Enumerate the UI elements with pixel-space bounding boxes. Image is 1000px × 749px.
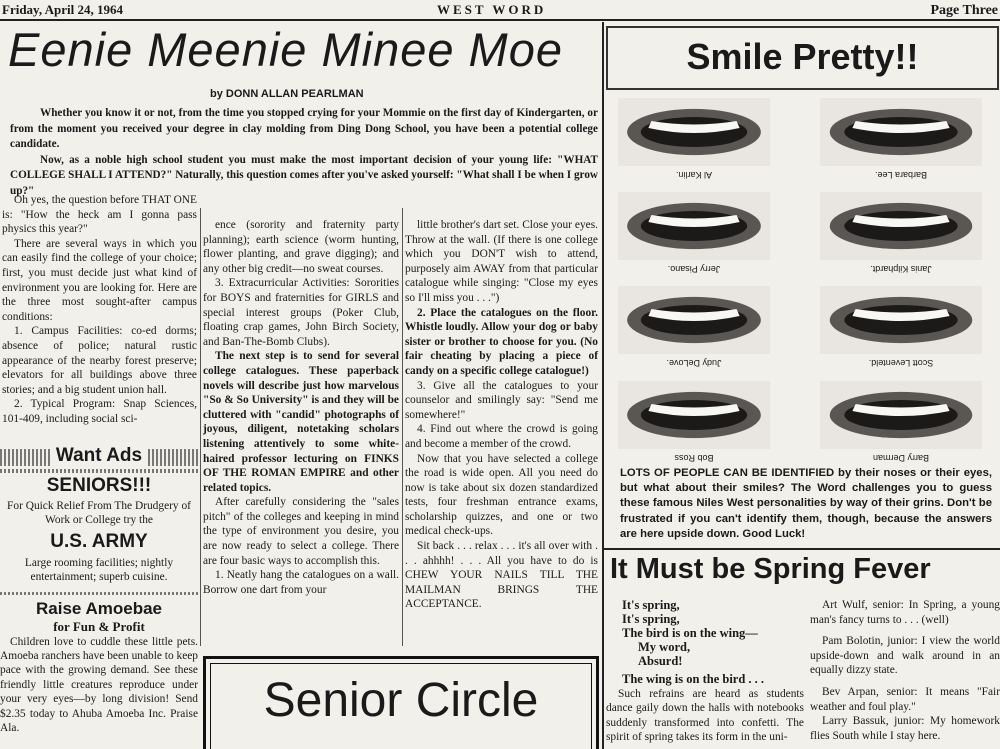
poem-line: The bird is on the wing— (622, 626, 758, 640)
want-ads-title: Want Ads (52, 445, 146, 467)
smile-caption: LOTS OF PEOPLE CAN BE IDENTIFIED by their noses or their eyes, but what about their smiles? The Word challenges you to guess these famous Niles West personalities by way of their grins. Don't be frustrated if you can't identify them, though, because the answers are here upside down. Good Luck! (620, 467, 992, 540)
article-paragraph: The next step is to send for several college catalogues. These paperback novels will describe just how marvelous "So & So University" is and they will be cluttered with "candid" photographs of joyous, diligent, notetaking scholars listening attentively to some white-haired professor lecturing on FINKS OF THE ROMAN EMPIRE and other related topics. (203, 350, 399, 494)
photo-caption: Bob Ross (674, 453, 714, 463)
smile-photo (820, 98, 982, 166)
senior-circle-title: Senior Circle (263, 674, 539, 727)
ad-heading: U.S. ARMY (50, 530, 148, 552)
article-paragraph: 2. Typical Program: Snap Sciences, 101-409, including social sci- (2, 398, 197, 425)
senior-circle-box (203, 656, 599, 749)
mouth-image (820, 381, 982, 449)
want-ads (0, 445, 198, 735)
photo-caption: Barbara Lee. (874, 170, 928, 180)
ad-text: For Quick Relief From The Drudgery of Work or College try the (7, 500, 191, 527)
article-headline: Eenie Meenie Minee Moe (8, 23, 563, 76)
spring-poem (622, 598, 802, 668)
intro-paragraph: Whether you know it or not, from the time you stopped crying for your Mommie on the first day of Kindergarten, or from the moment you received your degree in clay molding from Ding Dong School, you have been a potential college candidate. (10, 107, 598, 151)
page-column-rule (602, 22, 604, 749)
article-column-3 (405, 218, 598, 612)
mouth-image (820, 192, 982, 260)
article-paragraph: Now that you have selected a college the road is wide open. All you need do now is take about six dozen standardized tests, four freshman entrance exams, scholarship quizzes, and one or two medical check-ups. (405, 452, 598, 538)
ad-text: Large rooming facilities; nightly entertainment; superb cuisine. (24, 556, 174, 584)
article-paragraph: 1. Campus Facilities: co-ed dorms; absence of police; natural rustic appearance of the nearby forest preserve; elevators for all buildings above three stories; and a big student union hall. (2, 325, 197, 396)
mouth-image (820, 98, 982, 166)
column-rule (402, 208, 403, 646)
student-quote: Bev Arpan, senior: It means "Fair weather and foul play." (810, 685, 1000, 713)
column-rule (200, 208, 201, 646)
student-quote: Larry Bassuk, junior: My homework flies South while I stay here. (810, 715, 1000, 742)
article-paragraph: Oh yes, the question before THAT ONE is: "How the heck am I gonna pass physics this year?" (2, 194, 197, 236)
article-paragraph: little brother's dart set. Close your eyes. Throw at the wall. (If there is one college which you DON'T wish to attend, purposely aim AWAY from that particular catalogue while singing: "Close my eyes so I'll miss you . . .") (405, 219, 598, 304)
spring-fever-quotes (810, 598, 1000, 743)
mouth-image (618, 381, 770, 449)
student-quote: Art Wulf, senior: In Spring, a young man's fancy turns to . . . (well) (810, 599, 1000, 626)
ad-subheading: for Fun & Profit (53, 618, 145, 634)
ad-heading: Raise Amoebae (36, 598, 162, 618)
paper-name: WEST WORD (437, 2, 547, 17)
article-paragraph: Such refrains are heard as students dance gaily down the halls with notebooks suddenly transformed into confetti. The spirit of spring takes its form in the uni- (606, 687, 804, 744)
student-quote: Pam Bolotin, junior: I view the world upside-down and walk around in an equally dizzy state. (810, 635, 1000, 677)
article-paragraph: There are several ways in which you can easily find the college of your choice; first, you must decide just what kind of environment you are looking for. Here are the three most sought-after campus conditions: (2, 237, 197, 323)
article-paragraph: Sit back . . . relax . . . it's all over with . . . ahhhh! . . . All you have to do is CHEW YOUR NAILS TILL THE MAILMAN BRINGS THE ACCEPTANCE. (405, 540, 598, 611)
article-intro (10, 106, 598, 200)
article-paragraph: 3. Give all the catalogues to your counselor and smilingly say: "Send me somewhere!" (405, 379, 598, 421)
smile-photo (618, 286, 770, 354)
photo-caption: Scott Leventeld. (868, 358, 934, 368)
want-ads-divider (0, 592, 198, 595)
smile-photo (618, 192, 770, 260)
issue-date: Friday, April 24, 1964 (2, 2, 123, 17)
smile-photo (820, 286, 982, 354)
photo-caption: Judy DeLove. (666, 358, 722, 368)
mouth-image (820, 286, 982, 354)
poem-line: It's spring, (622, 612, 680, 626)
ad-heading: SENIORS!!! (46, 475, 152, 496)
mouth-image (618, 286, 770, 354)
poem-line: My word, (638, 640, 691, 654)
smile-photo (820, 192, 982, 260)
photo-caption: Janis Kilphardt. (870, 264, 932, 274)
spring-fever-body (606, 672, 804, 745)
mouth-image (618, 98, 770, 166)
smile-pretty-box (606, 26, 999, 90)
poem-line: It's spring, (622, 598, 680, 612)
smile-photo (618, 98, 770, 166)
smile-pretty-title: Smile Pretty!! (686, 36, 919, 77)
article-paragraph: 3. Extracurricular Activities: Sororities for BOYS and fraternities for GIRLS and special interest groups (Poker Club, floating crap games, John Birch Society, and Ban-The-Bomb Clubs). (203, 277, 399, 348)
masthead (0, 0, 1000, 20)
masthead-rule (0, 19, 1000, 21)
smile-photo (820, 381, 982, 449)
photo-caption: Jerry Pisano. (667, 264, 721, 274)
intro-paragraph: Now, as a noble high school student you must make the most important decision of your young life: "WHAT COLLEGE SHALL I ATTEND?" Naturally, this question comes after you've asked yourself: "What shall I be when I grow up?" (10, 153, 598, 197)
article-byline: by DONN ALLAN PEARLMAN (210, 88, 364, 100)
article-paragraph: 1. Neatly hang the catalogues on a wall. Borrow one dart from your (203, 569, 399, 596)
mouth-image (618, 192, 770, 260)
section-rule (604, 548, 1000, 550)
article-paragraph: 4. Find out where the crowd is going and become a member of the crowd. (405, 423, 598, 450)
poem-line: The wing is on the bird . . . (622, 672, 765, 686)
want-ads-banner (0, 445, 198, 471)
ad-text: Children love to cuddle these little pets. Amoeba ranchers have been unable to keep pace with the growing demand. See these friendly little creatures reproduce under your very eyes—by long division! Send $2.35 today to Ahuba Amoeba Inc. Praise Ala. (0, 635, 198, 735)
smile-photo (618, 381, 770, 449)
poem-line: Absurd! (638, 654, 683, 668)
article-paragraph: 2. Place the catalogues on the floor. Whistle loudly. Allow your dog or baby sister or brother to choose for you. (No fair cheating by placing a piece of candy on a specific college catalogue!) (405, 306, 598, 377)
photo-caption: Barry Derman (873, 453, 930, 463)
spring-fever-headline: It Must be Spring Fever (610, 553, 931, 585)
article-column-1 (2, 193, 197, 427)
page-number: Page Three (930, 3, 998, 18)
article-paragraph: After carefully considering the "sales pitch" of the colleges and keeping in mind the type of environment you desire, you are now ready to select a college. There are four basic ways to accomplish this. (203, 496, 399, 567)
photo-caption: Al Karlin. (676, 170, 713, 180)
article-paragraph: ence (sorority and fraternity party planning); earth science (worm hunting, flower planting, and grave digging); and any other big credit—no sweat courses. (203, 219, 399, 275)
article-column-2 (203, 218, 399, 597)
